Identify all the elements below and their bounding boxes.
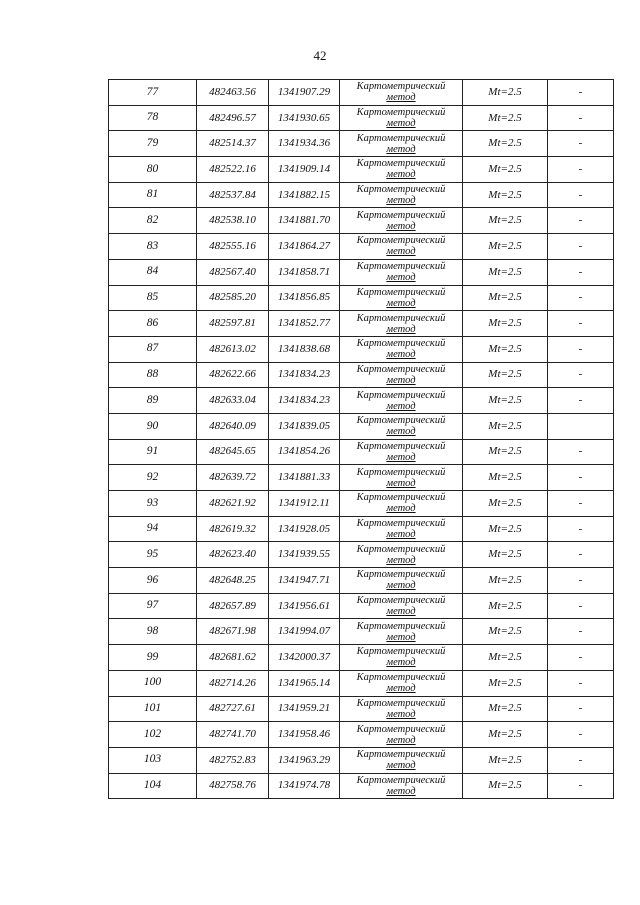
method-name-line1: Картометрический bbox=[356, 158, 446, 170]
method-cell bbox=[340, 542, 463, 568]
y-coordinate-cell: 1341864.27 bbox=[269, 234, 340, 260]
y-coordinate-cell: 1341974.78 bbox=[269, 773, 340, 799]
method-name-line1: Картометрический bbox=[356, 261, 446, 273]
note-cell: - bbox=[548, 722, 614, 748]
y-coordinate-cell: 1341909.14 bbox=[269, 157, 340, 183]
method-name-line1: Картометрический bbox=[356, 672, 446, 684]
y-coordinate-cell: 1341852.77 bbox=[269, 311, 340, 337]
y-coordinate-cell: 1341912.11 bbox=[269, 491, 340, 517]
method-cell bbox=[340, 568, 463, 594]
accuracy-cell: Mt=2.5 bbox=[463, 747, 548, 773]
accuracy-cell: Mt=2.5 bbox=[463, 542, 548, 568]
note-cell: - bbox=[548, 157, 614, 183]
method-cell bbox=[340, 208, 463, 234]
method-cell bbox=[340, 413, 463, 439]
method-name-line2: метод bbox=[386, 195, 416, 207]
point-number-cell: 99 bbox=[109, 645, 197, 671]
accuracy-cell: Mt=2.5 bbox=[463, 568, 548, 594]
accuracy-cell: Mt=2.5 bbox=[463, 722, 548, 748]
method-cell bbox=[340, 131, 463, 157]
point-number-cell: 86 bbox=[109, 311, 197, 337]
note-cell: - bbox=[548, 388, 614, 414]
note-cell: - bbox=[548, 105, 614, 131]
table-row bbox=[109, 208, 614, 234]
method-cell bbox=[340, 696, 463, 722]
table-row bbox=[109, 285, 614, 311]
accuracy-cell: Mt=2.5 bbox=[463, 259, 548, 285]
note-cell: - bbox=[548, 465, 614, 491]
method-cell bbox=[340, 157, 463, 183]
method-name-line1: Картометрический bbox=[356, 518, 446, 530]
y-coordinate-cell: 1341928.05 bbox=[269, 516, 340, 542]
point-number-cell: 82 bbox=[109, 208, 197, 234]
table-row bbox=[109, 234, 614, 260]
point-number-cell: 91 bbox=[109, 439, 197, 465]
method-cell bbox=[340, 388, 463, 414]
method-name-line2: метод bbox=[386, 477, 416, 489]
table-row bbox=[109, 439, 614, 465]
method-name-line1: Картометрический bbox=[356, 235, 446, 247]
x-coordinate-cell: 482619.32 bbox=[197, 516, 269, 542]
method-name-line1: Картометрический bbox=[356, 286, 446, 298]
accuracy-cell: Mt=2.5 bbox=[463, 593, 548, 619]
point-number-cell: 88 bbox=[109, 362, 197, 388]
x-coordinate-cell: 482514.37 bbox=[197, 131, 269, 157]
accuracy-cell: Mt=2.5 bbox=[463, 285, 548, 311]
accuracy-cell: Mt=2.5 bbox=[463, 645, 548, 671]
note-cell: - bbox=[548, 491, 614, 517]
method-name-line1: Картометрический bbox=[356, 132, 446, 144]
x-coordinate-cell: 482555.16 bbox=[197, 234, 269, 260]
table-row bbox=[109, 311, 614, 337]
method-cell bbox=[340, 491, 463, 517]
method-cell bbox=[340, 439, 463, 465]
note-cell: - bbox=[548, 311, 614, 337]
table-row bbox=[109, 80, 614, 106]
method-name-line2: метод bbox=[386, 606, 416, 618]
method-name-line2: метод bbox=[386, 246, 416, 258]
table-row bbox=[109, 773, 614, 799]
table-row bbox=[109, 336, 614, 362]
accuracy-cell: Mt=2.5 bbox=[463, 336, 548, 362]
point-number-cell: 94 bbox=[109, 516, 197, 542]
point-number-cell: 87 bbox=[109, 336, 197, 362]
accuracy-cell: Mt=2.5 bbox=[463, 234, 548, 260]
x-coordinate-cell: 482522.16 bbox=[197, 157, 269, 183]
method-cell bbox=[340, 259, 463, 285]
x-coordinate-cell: 482597.81 bbox=[197, 311, 269, 337]
point-number-cell: 89 bbox=[109, 388, 197, 414]
method-name-line2: метод bbox=[386, 785, 416, 797]
method-cell bbox=[340, 105, 463, 131]
method-name-line2: метод bbox=[386, 503, 416, 515]
note-cell: - bbox=[548, 362, 614, 388]
point-number-cell: 96 bbox=[109, 568, 197, 594]
table-row bbox=[109, 131, 614, 157]
x-coordinate-cell: 482537.84 bbox=[197, 182, 269, 208]
method-name-line1: Картометрический bbox=[356, 389, 446, 401]
method-cell bbox=[340, 593, 463, 619]
y-coordinate-cell: 1341963.29 bbox=[269, 747, 340, 773]
note-cell: - bbox=[548, 234, 614, 260]
method-cell bbox=[340, 80, 463, 106]
method-name-line2: метод bbox=[386, 143, 416, 155]
method-name-line2: метод bbox=[386, 323, 416, 335]
point-number-cell: 81 bbox=[109, 182, 197, 208]
table-row bbox=[109, 157, 614, 183]
table-row bbox=[109, 645, 614, 671]
method-name-line1: Картометрический bbox=[356, 774, 446, 786]
point-number-cell: 90 bbox=[109, 413, 197, 439]
method-name-line1: Картометрический bbox=[356, 312, 446, 324]
method-name-line2: метод bbox=[386, 529, 416, 541]
method-name-line2: метод bbox=[386, 272, 416, 284]
coordinates-table-wrapper bbox=[108, 79, 607, 799]
note-cell: - bbox=[548, 773, 614, 799]
table-row bbox=[109, 105, 614, 131]
coordinates-table bbox=[108, 79, 614, 799]
table-row bbox=[109, 413, 614, 439]
point-number-cell: 103 bbox=[109, 747, 197, 773]
accuracy-cell: Mt=2.5 bbox=[463, 311, 548, 337]
method-name-line1: Картометрический bbox=[356, 338, 446, 350]
y-coordinate-cell: 1341856.85 bbox=[269, 285, 340, 311]
y-coordinate-cell: 1341958.46 bbox=[269, 722, 340, 748]
table-row bbox=[109, 670, 614, 696]
method-cell bbox=[340, 773, 463, 799]
y-coordinate-cell: 1341994.07 bbox=[269, 619, 340, 645]
accuracy-cell: Mt=2.5 bbox=[463, 208, 548, 234]
y-coordinate-cell: 1341834.23 bbox=[269, 362, 340, 388]
x-coordinate-cell: 482741.70 bbox=[197, 722, 269, 748]
x-coordinate-cell: 482714.26 bbox=[197, 670, 269, 696]
table-row bbox=[109, 619, 614, 645]
accuracy-cell: Mt=2.5 bbox=[463, 465, 548, 491]
point-number-cell: 98 bbox=[109, 619, 197, 645]
method-name-line2: метод bbox=[386, 374, 416, 386]
point-number-cell: 79 bbox=[109, 131, 197, 157]
accuracy-cell: Mt=2.5 bbox=[463, 80, 548, 106]
method-name-line1: Картометрический bbox=[356, 415, 446, 427]
table-row bbox=[109, 747, 614, 773]
note-cell: - bbox=[548, 439, 614, 465]
method-name-line1: Картометрический bbox=[356, 209, 446, 221]
method-name-line2: метод bbox=[386, 451, 416, 463]
x-coordinate-cell: 482657.89 bbox=[197, 593, 269, 619]
table-row bbox=[109, 465, 614, 491]
accuracy-cell: Mt=2.5 bbox=[463, 388, 548, 414]
method-name-line1: Картометрический bbox=[356, 595, 446, 607]
method-name-line2: метод bbox=[386, 760, 416, 772]
note-cell: - bbox=[548, 670, 614, 696]
table-row bbox=[109, 182, 614, 208]
x-coordinate-cell: 482671.98 bbox=[197, 619, 269, 645]
note-cell: - bbox=[548, 619, 614, 645]
method-cell bbox=[340, 465, 463, 491]
method-cell bbox=[340, 362, 463, 388]
x-coordinate-cell: 482538.10 bbox=[197, 208, 269, 234]
y-coordinate-cell: 1341839.05 bbox=[269, 413, 340, 439]
method-name-line1: Картометрический bbox=[356, 81, 446, 93]
method-cell bbox=[340, 285, 463, 311]
method-name-line1: Картометрический bbox=[356, 466, 446, 478]
accuracy-cell: Mt=2.5 bbox=[463, 413, 548, 439]
point-number-cell: 101 bbox=[109, 696, 197, 722]
table-row bbox=[109, 388, 614, 414]
note-cell: - bbox=[548, 131, 614, 157]
method-name-line1: Картометрический bbox=[356, 646, 446, 658]
point-number-cell: 95 bbox=[109, 542, 197, 568]
method-name-line2: метод bbox=[386, 220, 416, 232]
accuracy-cell: Mt=2.5 bbox=[463, 696, 548, 722]
y-coordinate-cell: 1341907.29 bbox=[269, 80, 340, 106]
method-cell bbox=[340, 619, 463, 645]
y-coordinate-cell: 1342000.37 bbox=[269, 645, 340, 671]
x-coordinate-cell: 482613.02 bbox=[197, 336, 269, 362]
method-name-line1: Картометрический bbox=[356, 723, 446, 735]
method-name-line1: Картометрический bbox=[356, 749, 446, 761]
method-name-line1: Картометрический bbox=[356, 440, 446, 452]
accuracy-cell: Mt=2.5 bbox=[463, 670, 548, 696]
note-cell: - bbox=[548, 285, 614, 311]
method-name-line1: Картометрический bbox=[356, 569, 446, 581]
accuracy-cell: Mt=2.5 bbox=[463, 131, 548, 157]
method-cell bbox=[340, 516, 463, 542]
table-row bbox=[109, 696, 614, 722]
method-name-line1: Картометрический bbox=[356, 107, 446, 119]
y-coordinate-cell: 1341881.70 bbox=[269, 208, 340, 234]
point-number-cell: 93 bbox=[109, 491, 197, 517]
x-coordinate-cell: 482752.83 bbox=[197, 747, 269, 773]
method-name-line2: метод bbox=[386, 400, 416, 412]
point-number-cell: 102 bbox=[109, 722, 197, 748]
point-number-cell: 85 bbox=[109, 285, 197, 311]
y-coordinate-cell: 1341834.23 bbox=[269, 388, 340, 414]
accuracy-cell: Mt=2.5 bbox=[463, 516, 548, 542]
method-name-line2: метод bbox=[386, 631, 416, 643]
point-number-cell: 104 bbox=[109, 773, 197, 799]
point-number-cell: 84 bbox=[109, 259, 197, 285]
note-cell bbox=[548, 413, 614, 439]
method-name-line2: метод bbox=[386, 708, 416, 720]
x-coordinate-cell: 482621.92 bbox=[197, 491, 269, 517]
method-cell bbox=[340, 311, 463, 337]
point-number-cell: 77 bbox=[109, 80, 197, 106]
method-name-line1: Картометрический bbox=[356, 492, 446, 504]
method-name-line2: метод bbox=[386, 118, 416, 130]
point-number-cell: 92 bbox=[109, 465, 197, 491]
note-cell: - bbox=[548, 542, 614, 568]
method-cell bbox=[340, 747, 463, 773]
y-coordinate-cell: 1341959.21 bbox=[269, 696, 340, 722]
y-coordinate-cell: 1341854.26 bbox=[269, 439, 340, 465]
table-row bbox=[109, 593, 614, 619]
note-cell: - bbox=[548, 182, 614, 208]
method-name-line2: метод bbox=[386, 426, 416, 438]
y-coordinate-cell: 1341934.36 bbox=[269, 131, 340, 157]
accuracy-cell: Mt=2.5 bbox=[463, 439, 548, 465]
method-name-line2: метод bbox=[386, 169, 416, 181]
method-name-line2: метод bbox=[386, 734, 416, 746]
x-coordinate-cell: 482623.40 bbox=[197, 542, 269, 568]
point-number-cell: 83 bbox=[109, 234, 197, 260]
y-coordinate-cell: 1341956.61 bbox=[269, 593, 340, 619]
x-coordinate-cell: 482648.25 bbox=[197, 568, 269, 594]
page-number: 42 bbox=[313, 48, 327, 63]
method-name-line2: метод bbox=[386, 683, 416, 695]
x-coordinate-cell: 482640.09 bbox=[197, 413, 269, 439]
y-coordinate-cell: 1341947.71 bbox=[269, 568, 340, 594]
method-cell bbox=[340, 336, 463, 362]
x-coordinate-cell: 482585.20 bbox=[197, 285, 269, 311]
note-cell: - bbox=[548, 747, 614, 773]
x-coordinate-cell: 482727.61 bbox=[197, 696, 269, 722]
table-row bbox=[109, 491, 614, 517]
x-coordinate-cell: 482567.40 bbox=[197, 259, 269, 285]
accuracy-cell: Mt=2.5 bbox=[463, 157, 548, 183]
note-cell: - bbox=[548, 593, 614, 619]
note-cell: - bbox=[548, 696, 614, 722]
table-row bbox=[109, 722, 614, 748]
y-coordinate-cell: 1341858.71 bbox=[269, 259, 340, 285]
method-cell bbox=[340, 670, 463, 696]
x-coordinate-cell: 482758.76 bbox=[197, 773, 269, 799]
accuracy-cell: Mt=2.5 bbox=[463, 105, 548, 131]
note-cell: - bbox=[548, 336, 614, 362]
method-name-line2: метод bbox=[386, 580, 416, 592]
point-number-cell: 80 bbox=[109, 157, 197, 183]
note-cell: - bbox=[548, 80, 614, 106]
point-number-cell: 97 bbox=[109, 593, 197, 619]
accuracy-cell: Mt=2.5 bbox=[463, 619, 548, 645]
point-number-cell: 78 bbox=[109, 105, 197, 131]
note-cell: - bbox=[548, 568, 614, 594]
table-row bbox=[109, 568, 614, 594]
x-coordinate-cell: 482463.56 bbox=[197, 80, 269, 106]
x-coordinate-cell: 482496.57 bbox=[197, 105, 269, 131]
table-row bbox=[109, 542, 614, 568]
note-cell: - bbox=[548, 259, 614, 285]
y-coordinate-cell: 1341965.14 bbox=[269, 670, 340, 696]
point-number-cell: 100 bbox=[109, 670, 197, 696]
y-coordinate-cell: 1341930.65 bbox=[269, 105, 340, 131]
note-cell: - bbox=[548, 208, 614, 234]
accuracy-cell: Mt=2.5 bbox=[463, 773, 548, 799]
method-name-line1: Картометрический bbox=[356, 184, 446, 196]
note-cell: - bbox=[548, 645, 614, 671]
y-coordinate-cell: 1341939.55 bbox=[269, 542, 340, 568]
method-name-line2: метод bbox=[386, 657, 416, 669]
y-coordinate-cell: 1341838.68 bbox=[269, 336, 340, 362]
method-name-line1: Картометрический bbox=[356, 363, 446, 375]
note-cell: - bbox=[548, 516, 614, 542]
x-coordinate-cell: 482622.66 bbox=[197, 362, 269, 388]
method-name-line2: метод bbox=[386, 92, 416, 104]
table-row bbox=[109, 362, 614, 388]
accuracy-cell: Mt=2.5 bbox=[463, 362, 548, 388]
method-name-line2: метод bbox=[386, 349, 416, 361]
method-cell bbox=[340, 234, 463, 260]
method-name-line1: Картометрический bbox=[356, 543, 446, 555]
accuracy-cell: Mt=2.5 bbox=[463, 491, 548, 517]
method-cell bbox=[340, 722, 463, 748]
table-row bbox=[109, 259, 614, 285]
method-name-line2: метод bbox=[386, 554, 416, 566]
method-name-line1: Картометрический bbox=[356, 620, 446, 632]
method-cell bbox=[340, 182, 463, 208]
y-coordinate-cell: 1341882.15 bbox=[269, 182, 340, 208]
method-name-line1: Картометрический bbox=[356, 697, 446, 709]
y-coordinate-cell: 1341881.33 bbox=[269, 465, 340, 491]
x-coordinate-cell: 482681.62 bbox=[197, 645, 269, 671]
method-name-line2: метод bbox=[386, 297, 416, 309]
x-coordinate-cell: 482639.72 bbox=[197, 465, 269, 491]
x-coordinate-cell: 482633.04 bbox=[197, 388, 269, 414]
coordinates-table-body bbox=[109, 80, 614, 799]
accuracy-cell: Mt=2.5 bbox=[463, 182, 548, 208]
x-coordinate-cell: 482645.65 bbox=[197, 439, 269, 465]
method-cell bbox=[340, 645, 463, 671]
table-row bbox=[109, 516, 614, 542]
